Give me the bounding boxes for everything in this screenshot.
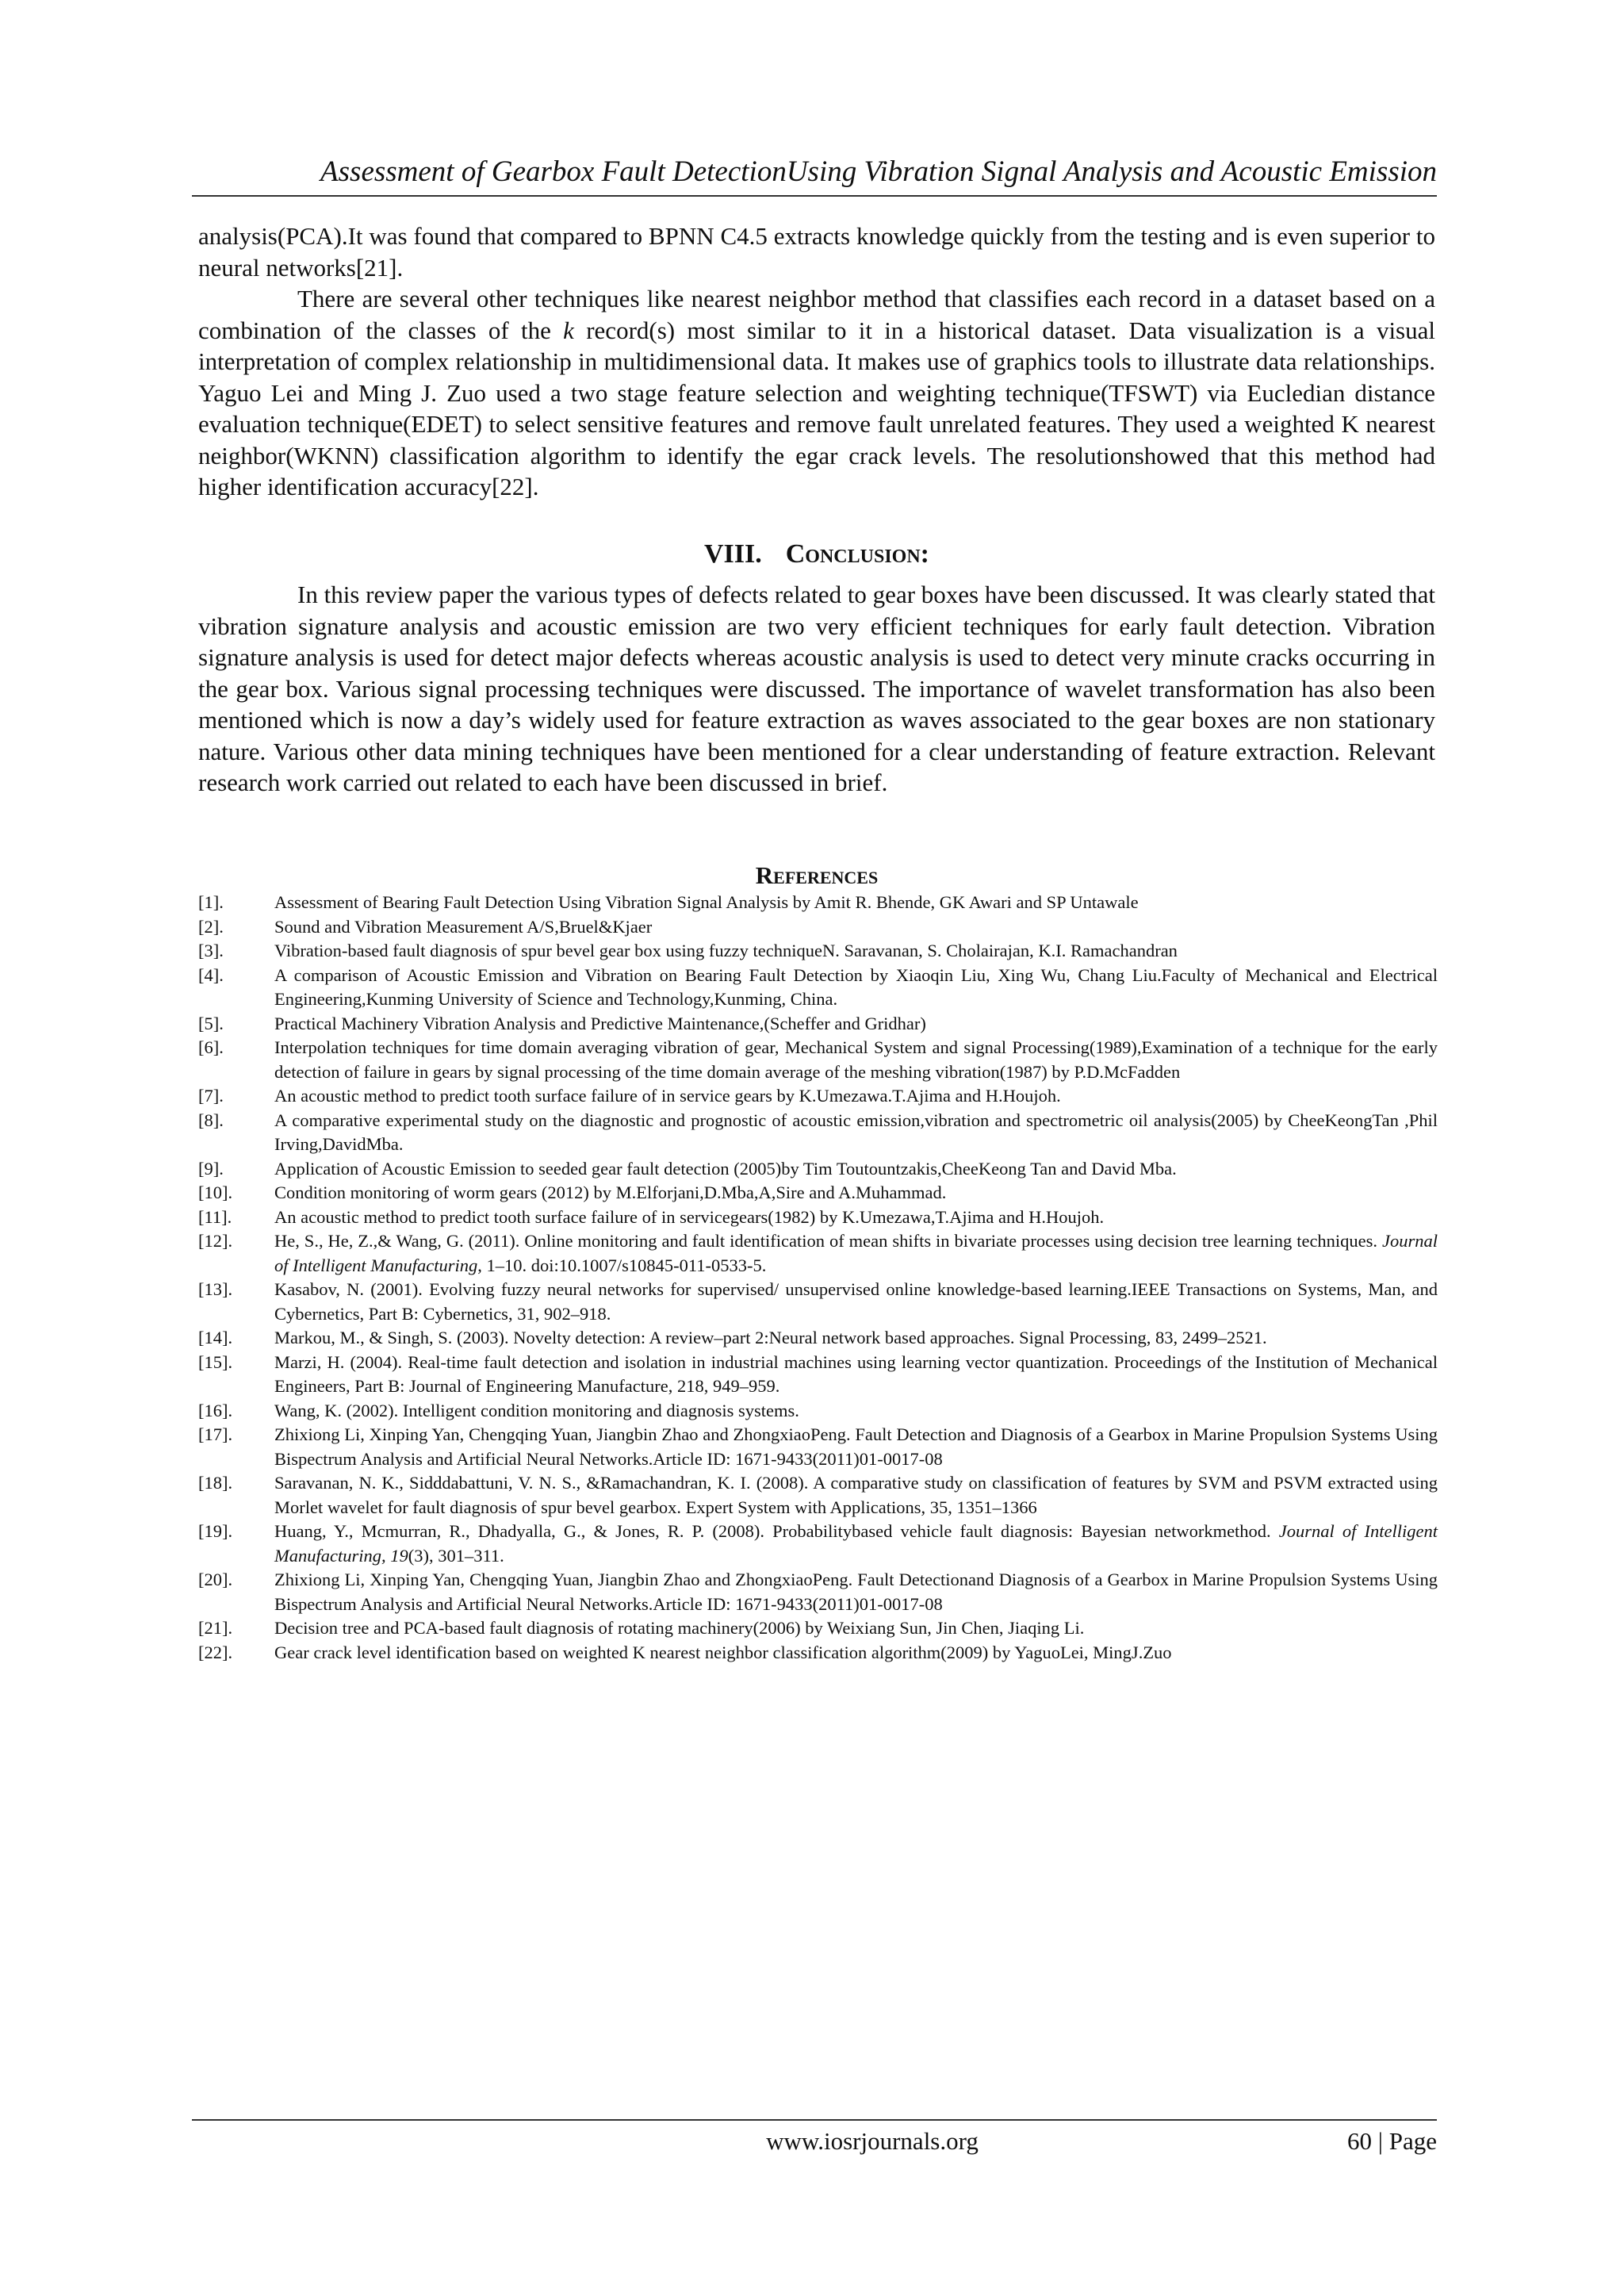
paragraph-text: There are several other techniques like nearest neighbor method that classifies each record in a dataset based on a combination of the classes of the (198, 285, 1435, 344)
section-title: Conclusion: (785, 539, 929, 569)
footer-page-number: 60 | Page (1347, 2127, 1437, 2155)
reference-number: [7]. (198, 1086, 224, 1106)
reference-item (198, 1471, 1438, 1520)
reference-text: A comparative experimental study on the diagnostic and prognostic of acoustic emission,vibration and spectrometric oil analysis(2005) by CheeKeongTan ,Phil Irving,DavidMba. (274, 1110, 1438, 1154)
reference-number: [2]. (198, 916, 224, 937)
reference-item (198, 1012, 1438, 1037)
references-list (198, 891, 1438, 1665)
reference-number: [14]. (198, 1328, 233, 1347)
reference-text: Zhixiong Li, Xinping Yan, Chengqing Yuan, Jiangbin Zhao and ZhongxiaoPeng. Fault Detection and Diagnosis of a Gearbox in Marine Propulsion Systems Using Bispectrum Analysis and Artificial Neural Networks.Article ID: 1671-9433(2011)01-0017-08 (274, 1424, 1438, 1469)
reference-number: [20]. (198, 1570, 233, 1589)
reference-item (198, 1109, 1438, 1157)
reference-number: [11]. (198, 1206, 232, 1227)
paragraph-pca-summary: analysis(PCA).It was found that compared to BPNN C4.5 extracts knowledge quickly from the testing and is even superior to neural networks[21]. (198, 222, 1435, 282)
reference-number: [9]. (198, 1158, 224, 1179)
reference-number: [6]. (198, 1037, 224, 1057)
section-heading-conclusion (198, 538, 1435, 571)
footer-divider (192, 2119, 1437, 2121)
reference-journal-italic: Journal of Intelligent Manufacturing, 19 (274, 1521, 1438, 1566)
reference-text: Application of Acoustic Emission to seeded gear fault detection (2005)by Tim Toutountzakis,CheeKeong Tan and David Mba. (274, 1158, 1177, 1179)
reference-item (198, 1351, 1438, 1399)
reference-item (198, 1181, 1438, 1205)
reference-number: [5]. (198, 1013, 224, 1033)
reference-text: Vibration-based fault diagnosis of spur bevel gear box using fuzzy techniqueN. Saravanan, S. Cholairajan, K.I. Ramachandran (274, 941, 1178, 960)
reference-text: Markou, M., & Singh, S. (2003). Novelty detection: A review–part 2:Neural network based approaches. Signal Processing, 83, 2499–2521. (274, 1328, 1267, 1347)
reference-text: Assessment of Bearing Fault Detection Using Vibration Signal Analysis by Amit R. Bhende, GK Awari and SP Untawale (274, 892, 1139, 912)
reference-text: Decision tree and PCA-based fault diagnosis of rotating machinery(2006) by Weixiang Sun, Jin Chen, Jiaqing Li. (274, 1618, 1085, 1638)
reference-number: [16]. (198, 1400, 233, 1420)
reference-number: [15]. (198, 1351, 233, 1372)
reference-item (198, 939, 1438, 964)
reference-number: [22]. (198, 1642, 233, 1662)
references-heading: References (755, 861, 879, 889)
reference-text: Gear crack level identification based on weighted K nearest neighbor classification algorithm(2009) by YaguoLei, MingJ.Zuo (274, 1642, 1172, 1662)
reference-item (198, 964, 1438, 1012)
reference-text: Saravanan, N. K., Sidddabattuni, V. N. S., &Ramachandran, K. I. (2008). A comparative study on classification of features by SVM and PSVM extracted using Morlet wavelet for fault diagnosis of spur bevel gearbox. Expert System with Applications, 35, 1351–1366 (274, 1473, 1438, 1517)
reference-item (198, 1036, 1438, 1084)
reference-text (274, 1229, 1438, 1278)
reference-journal-italic: Journal of Intelligent Manufacturing (274, 1231, 1438, 1275)
reference-text-part: Huang, Y., Mcmurran, R., Dhadyalla, G., & Jones, R. P. (2008). Probabilitybased vehicle fault diagnosis: Bayesian networkmethod. (274, 1521, 1279, 1541)
paragraph-text: record(s) most similar to it in a historical dataset. Data visualization is a visual interpretation of complex relationship in multidimensional data. It makes use of graphics tools to illustrate data relationships. Yaguo Lei and Ming J. Zuo used a two stage feature selection and weighting technique(TFSWT) via Eucledian distance evaluation technique(EDET) to select sensitive features and remove fault unrelated features. They used a weighted K nearest neighbor(WKNN) classification algorithm to identify the egar crack levels. The resolutionshowed that this method had higher identification accuracy[22]. (198, 316, 1435, 500)
reference-number: [18]. (198, 1473, 233, 1493)
reference-text-part: , 1–10. doi:10.1007/s10845-011-0533-5. (477, 1255, 767, 1275)
reference-text-part: He, S., He, Z.,& Wang, G. (2011). Online monitoring and fault identification of mean shifts in bivariate processes using decision tree learning techniques. (274, 1231, 1382, 1251)
reference-item (198, 1084, 1438, 1109)
reference-number: [10]. (198, 1182, 233, 1202)
reference-item (198, 891, 1438, 915)
reference-number: [8]. (198, 1110, 224, 1130)
reference-text: A comparison of Acoustic Emission and Vibration on Bearing Fault Detection by Xiaoqin Liu, Xing Wu, Chang Liu.Faculty of Mechanical and Electrical Engineering,Kunming University of Science and Technology,Kunming, China. (274, 964, 1438, 1009)
reference-number: [17]. (198, 1424, 233, 1444)
reference-text: An acoustic method to predict tooth surface failure of in servicegears(1982) by K.Umezawa,T.Ajima and H.Houjoh. (274, 1206, 1105, 1227)
section-number: VIII. (704, 539, 762, 569)
paragraph-nearest-neighbor (198, 283, 1435, 503)
reference-text: Practical Machinery Vibration Analysis and Predictive Maintenance,(Scheffer and Gridhar) (274, 1013, 926, 1033)
reference-text: Interpolation techniques for time domain averaging vibration of gear, Mechanical System and signal Processing(1989),Examination of a technique for the early detection of failure in gears by signal processing of the time domain average of the meshing vibration(1987) by P.D.McFadden (274, 1037, 1438, 1082)
reference-text: Zhixiong Li, Xinping Yan, Chengqing Yuan, Jiangbin Zhao and ZhongxiaoPeng. Fault Detectionand Diagnosis of a Gearbox in Marine Propulsion Systems Using Bispectrum Analysis and Artificial Neural Networks.Article ID: 1671-9433(2011)01-0017-08 (274, 1570, 1438, 1614)
running-header-title: Assessment of Gearbox Fault DetectionUsing Vibration Signal Analysis and Acoustic Emission (320, 155, 1437, 188)
reference-text: Kasabov, N. (2001). Evolving fuzzy neural networks for supervised/ unsupervised online knowledge-based learning.IEEE Transactions on Systems, Man, and Cybernetics, Part B: Cybernetics, 31, 902–918. (274, 1279, 1438, 1324)
reference-item (198, 915, 1438, 940)
reference-number: [3]. (198, 941, 224, 960)
footer-website: www.iosrjournals.org (766, 2127, 979, 2155)
italic-variable: k (563, 316, 574, 344)
reference-text: Sound and Vibration Measurement A/S,Bruel&Kjaer (274, 916, 653, 937)
reference-item (198, 1278, 1438, 1326)
reference-item (198, 1157, 1438, 1182)
reference-item (198, 1399, 1438, 1424)
paragraph-conclusion: In this review paper the various types of defects related to gear boxes have been discussed. It was clearly stated that vibration signature analysis and acoustic emission are two very efficient techniques for early fault detection. Vibration signature analysis is used for detect major defects whereas acoustic analysis is used to detect very minute cracks occurring in the gear box. Various signal processing techniques were discussed. The importance of wavelet transformation has also been mentioned which is now a day’s widely used for feature extraction as waves associated to the gear boxes are non stationary nature. Various other data mining techniques have been mentioned for a clear understanding of feature extraction. Relevant research work carried out related to each have been discussed in brief. (198, 581, 1435, 796)
reference-text-part: (3), 301–311. (408, 1545, 504, 1566)
reference-text: Condition monitoring of worm gears (2012) by M.Elforjani,D.Mba,A,Sire and A.Muhammad. (274, 1182, 947, 1202)
reference-number: [13]. (198, 1279, 233, 1299)
reference-item (198, 1641, 1438, 1665)
reference-number: [19]. (198, 1521, 233, 1541)
reference-item (198, 1423, 1438, 1471)
reference-item (198, 1616, 1438, 1641)
reference-text: Marzi, H. (2004). Real-time fault detection and isolation in industrial machines using learning vector quantization. Proceedings of the Institution of Mechanical Engineers, Part B: Journal of Engineering Manufacture, 218, 949–959. (274, 1351, 1438, 1396)
reference-text: Wang, K. (2002). Intelligent condition monitoring and diagnosis systems. (274, 1400, 799, 1420)
reference-item (198, 1205, 1438, 1230)
reference-number: [12]. (198, 1231, 233, 1251)
reference-item (198, 1568, 1438, 1616)
reference-number: [4]. (198, 964, 224, 985)
reference-item (198, 1326, 1438, 1351)
reference-number: [21]. (198, 1618, 233, 1638)
reference-number: [1]. (198, 892, 224, 912)
header-divider (192, 195, 1437, 197)
reference-item (198, 1520, 1438, 1568)
reference-text: An acoustic method to predict tooth surface failure of in service gears by K.Umezawa.T.Ajima and H.Houjoh. (274, 1086, 1061, 1106)
reference-text (274, 1520, 1438, 1568)
reference-item (198, 1229, 1438, 1278)
